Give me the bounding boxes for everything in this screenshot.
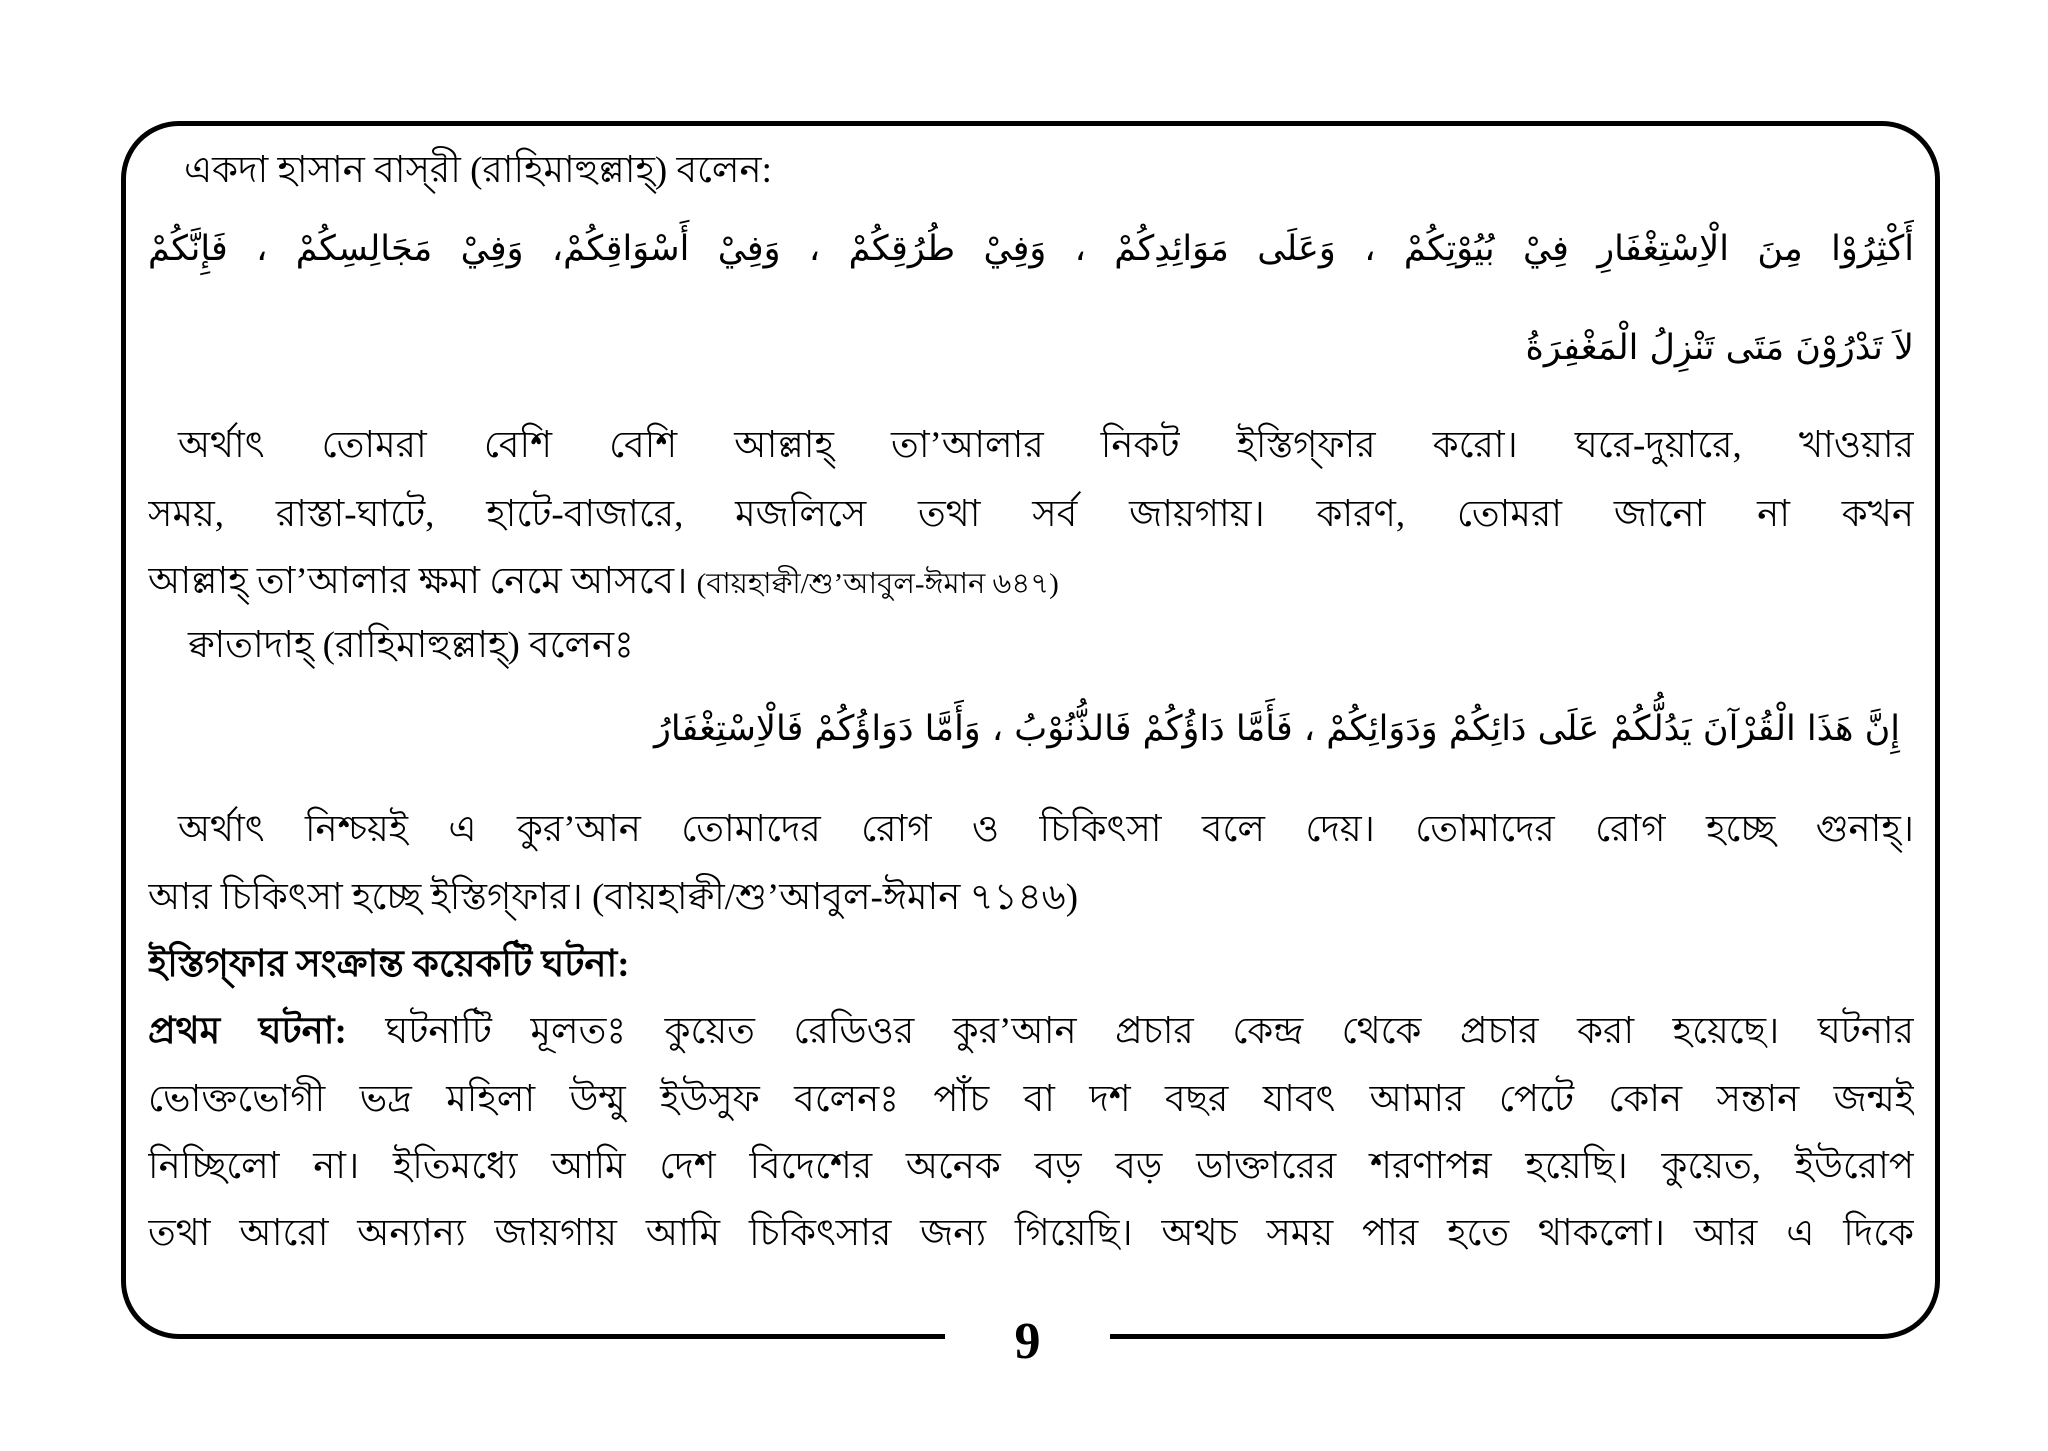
qatadah-intro: ক্বাতাদাহ্ (রাহিমাহুল্লাহ্) বলেনঃ	[188, 625, 634, 666]
qatadah-translation-line: আর চিকিৎসা হচ্ছে ইস্তিগ্‌ফার। (বায়হাক্বী/শু’আবুল-ঈমান ৭১৪৬)	[148, 877, 1079, 918]
hasan-translation-line: সময়, রাস্তা-ঘাটে, হাটে-বাজারে, মজলিসে তথা সর্ব জায়গায়। কারণ, তোমরা জানো না কখন	[148, 494, 1914, 535]
first-event-line: নিচ্ছিলো না। ইতিমধ্যে আমি দেশ বিদেশের অনেক বড় বড় ডাক্তারের শরণাপন্ন হয়েছি। কুয়েত, ইউরোপ	[148, 1146, 1914, 1187]
first-event-label: প্রথম ঘটনা:	[148, 1011, 347, 1052]
hasan-intro: একদা হাসান বাস্‌রী (রাহিমাহুল্লাহ্) বলেন:	[184, 150, 772, 191]
hasan-arabic-line: أَكْثِرُوْا مِنَ الْاِسْتِغْفَارِ فِيْ بُيُوْتِكُمْ ، وَعَلَى مَوَائِدِكُمْ ، وَفِيْ طُرُقِكُمْ ، وَفِيْ أَسْوَاقِكُمْ، وَفِيْ مَجَالِسِكُمْ ، فَإِنَّكُمْ	[148, 229, 1914, 269]
first-event-line	[148, 1000, 1914, 1064]
qatadah-translation-line: অর্থাৎ নিশ্চয়ই এ কুর’আন তোমাদের রোগ ও চিকিৎসা বলে দেয়। তোমাদের রোগ হচ্ছে গুনাহ্।	[178, 809, 1914, 850]
hasan-arabic-line: لاَ تَدْرُوْنَ مَتَى تَنْزِلُ الْمَغْفِرَةُ	[1525, 328, 1914, 368]
first-event-line: ভোক্তভোগী ভদ্র মহিলা উম্মু ইউসুফ বলেনঃ পাঁচ বা দশ বছর যাবৎ আমার পেটে কোন সন্তান জন্মই	[148, 1079, 1914, 1120]
qatadah-arabic-line: إِنَّ هَذَا الْقُرْآنَ يَدُلُّكُمْ عَلَى دَائِكُمْ وَدَوَائِكُمْ ، فَأَمَّا دَاؤُكُمْ فَالذُّنُوْبُ ، وَأَمَّا دَوَاؤُكُمْ فَالْاِسْتِغْفَارُ	[653, 709, 1900, 749]
hasan-citation: (বায়হাক্বী/শু’আবুল-ঈমান ৬৪৭)	[696, 568, 1059, 600]
hasan-translation-line: অর্থাৎ তোমরা বেশি বেশি আল্লাহ্ তা’আলার নিকট ইস্তিগ্‌ফার করো। ঘরে-দুয়ারে, খাওয়ার	[178, 425, 1914, 466]
first-event-line: তথা আরো অন্যান্য জায়গায় আমি চিকিৎসার জন্য গিয়েছি। অথচ সময় পার হতে থাকলো। আর এ দিকে	[148, 1213, 1914, 1254]
hasan-translation-line	[148, 550, 1914, 614]
hasan-translation-text: আল্লাহ্ তা’আলার ক্ষমা নেমে আসবে।	[148, 561, 688, 602]
page-number: 9	[945, 1310, 1110, 1374]
first-event-text: ঘটনাটি মূলতঃ কুয়েত রেডিওর কুর’আন প্রচার কেন্দ্র থেকে প্রচার করা হয়েছে। ঘটনার	[385, 1011, 1914, 1052]
section-heading: ইস্তিগ্‌ফার সংক্রান্ত কয়েকটি ঘটনা:	[148, 944, 630, 985]
